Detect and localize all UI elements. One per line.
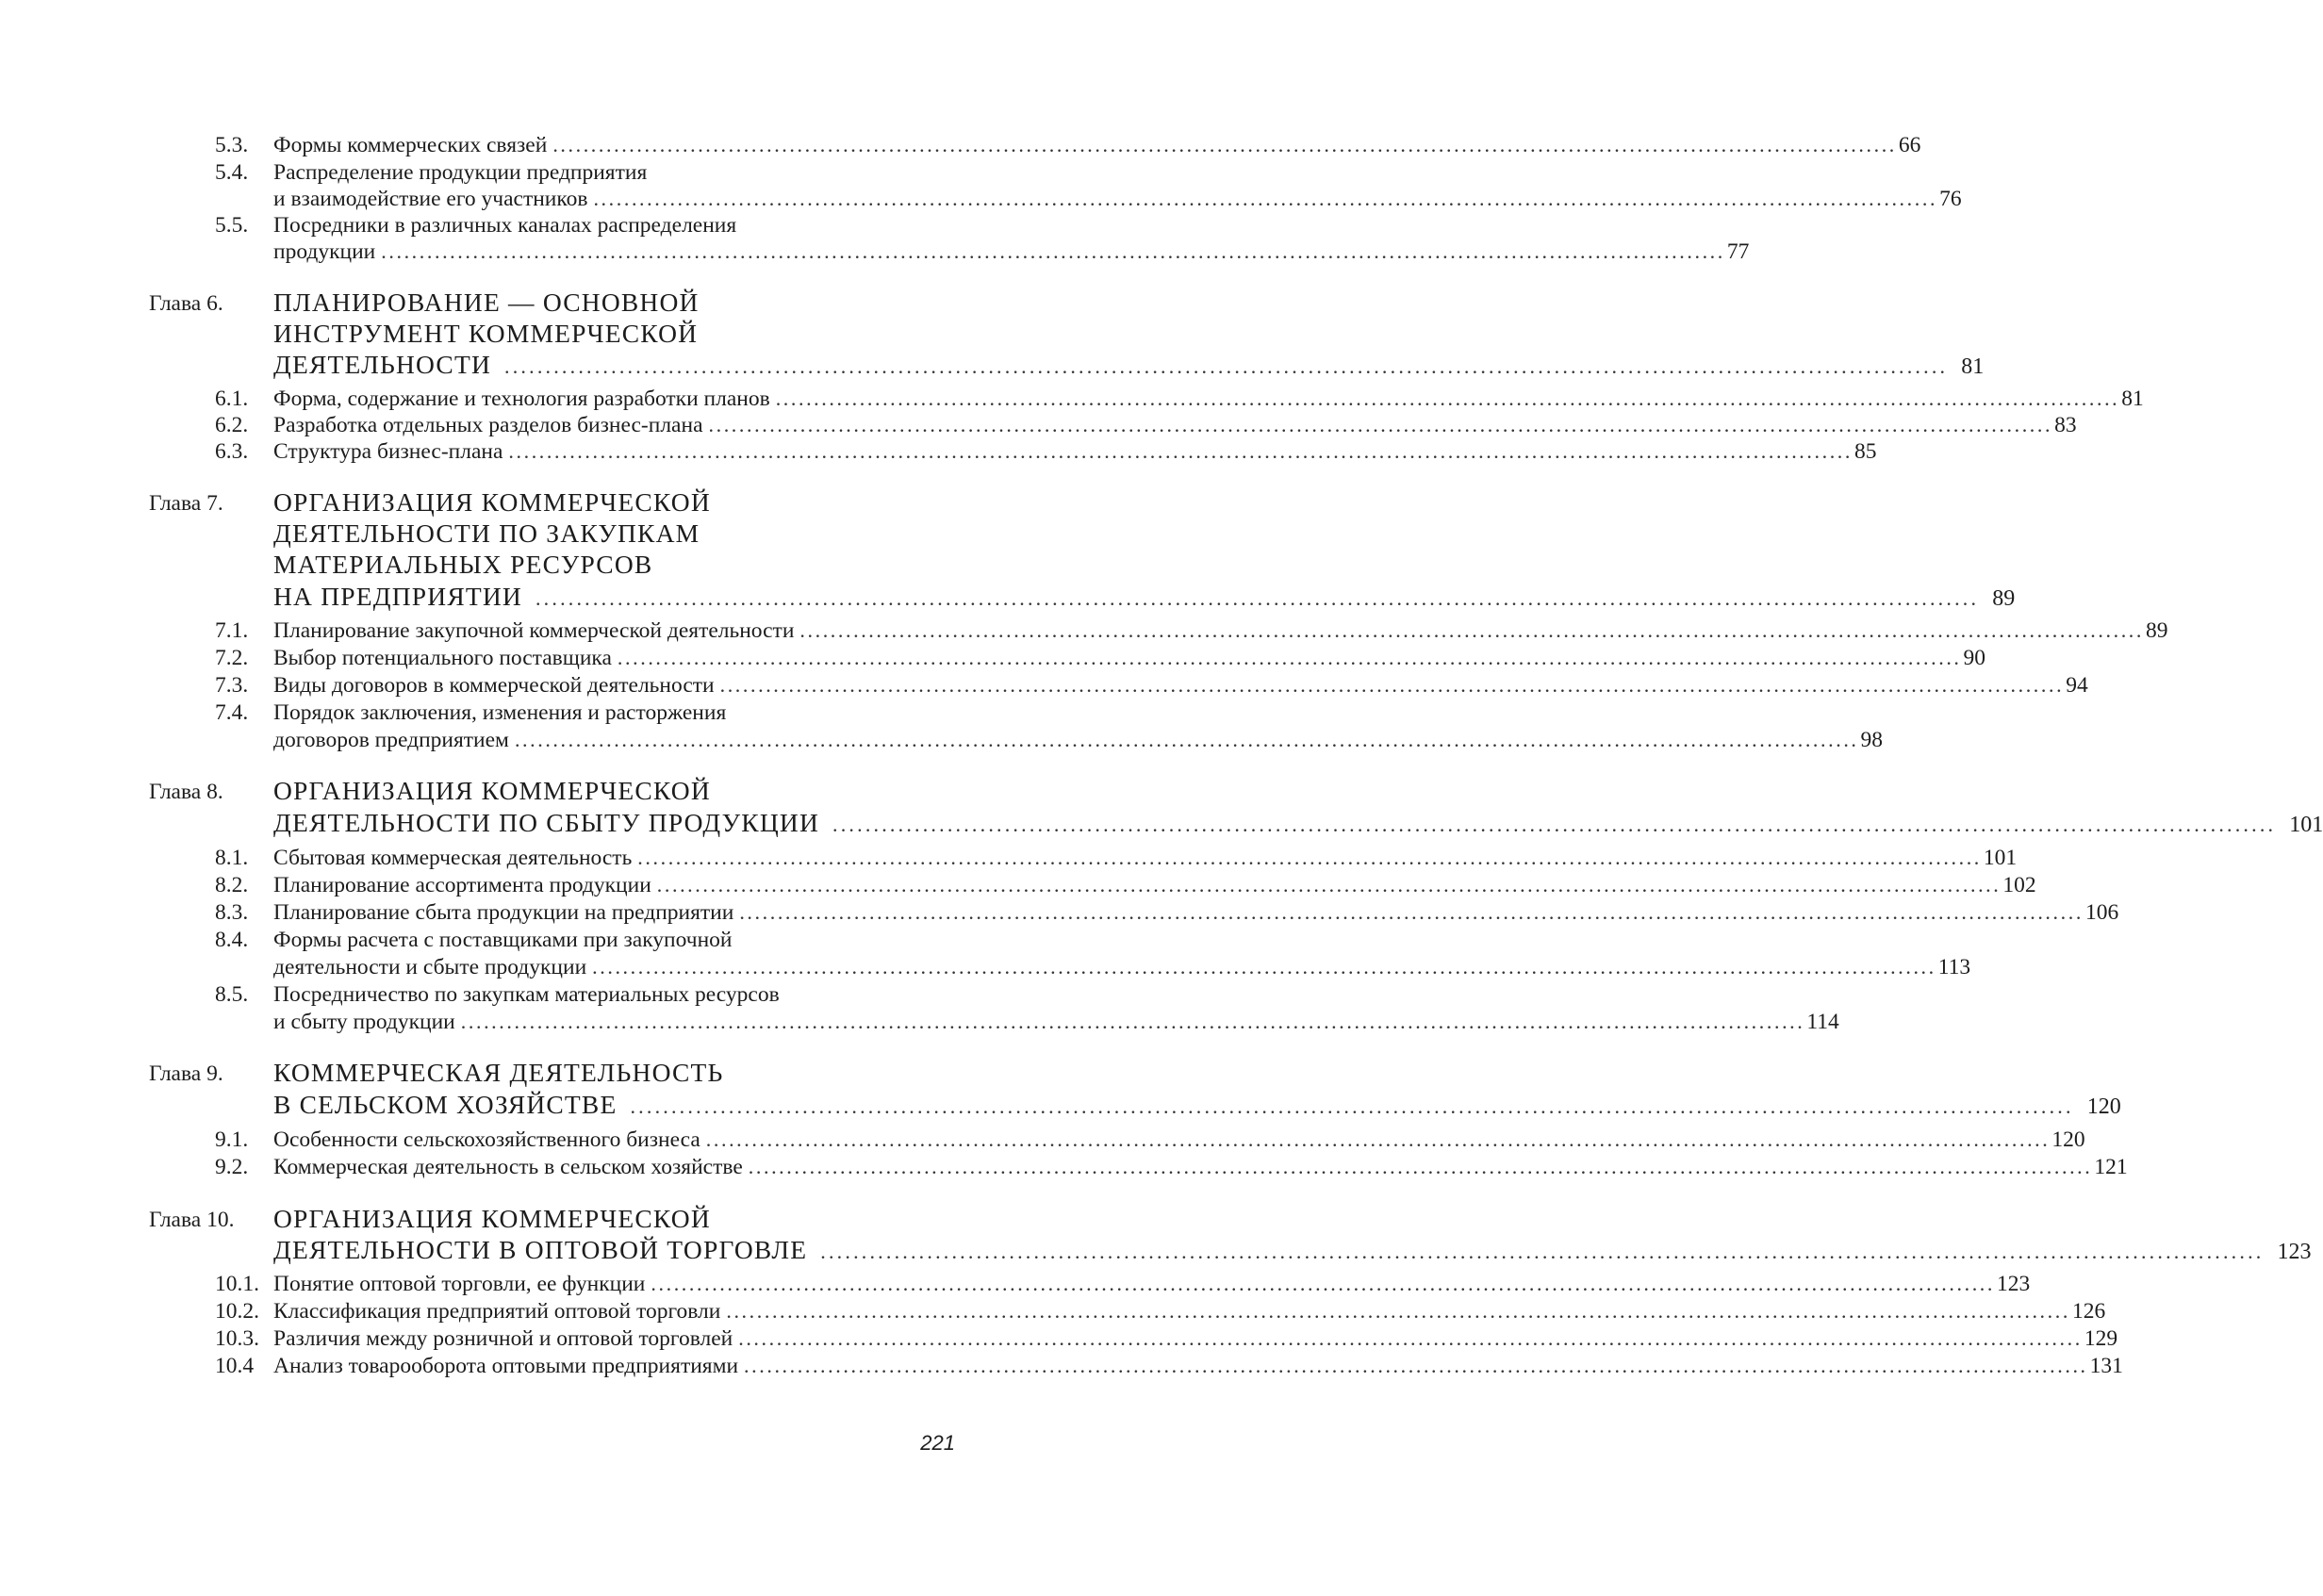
section-title: Структура бизнес-плана <box>273 439 503 464</box>
dot-leader: ................................................................................................................................................................................ <box>630 1094 2074 1118</box>
section-number: 9.2. <box>215 1155 249 1179</box>
toc-entry-8-3[interactable] <box>0 898 2119 927</box>
dot-leader: ................................................................................................................................................................................ <box>504 354 1949 378</box>
section-number: 8.3. <box>215 900 249 925</box>
section-number: 8.1. <box>215 846 249 870</box>
page-ref: 120 <box>2086 1094 2121 1119</box>
toc-entry-6-1[interactable] <box>0 385 2144 413</box>
chapter-title: ОРГАНИЗАЦИЯ КОММЕРЧЕСКОЙ <box>273 776 711 805</box>
chapter-label: Глава 7. <box>149 491 223 516</box>
page-ref: 90 <box>1963 646 1986 670</box>
toc-entry-5-4-cont[interactable] <box>0 185 1962 213</box>
toc-entry-9-1[interactable] <box>0 1126 2085 1154</box>
page-ref: 120 <box>2051 1127 2085 1152</box>
toc-entry-8-5[interactable] <box>0 980 1113 1009</box>
toc-entry-5-3[interactable] <box>0 131 1921 159</box>
page-ref: 66 <box>1898 133 1921 157</box>
page-ref: 76 <box>1939 187 1962 211</box>
page-ref: 106 <box>2084 900 2119 925</box>
section-title: Формы расчета с поставщиками при закупочной <box>273 928 733 952</box>
section-title: Планирование закупочной коммерческой деятельности <box>273 618 795 643</box>
chapter-title: ОРГАНИЗАЦИЯ КОММЕРЧЕСКОЙ <box>273 487 711 517</box>
page-ref: 113 <box>1937 955 1971 979</box>
dot-leader: ................................................................................................................................................................................ <box>775 387 2120 410</box>
section-title: Выбор потенциального поставщика <box>273 646 612 670</box>
toc-entry-7-4-cont[interactable] <box>0 726 1884 754</box>
section-number: 7.1. <box>215 618 249 643</box>
section-title: Посредничество по закупкам материальных ресурсов <box>273 982 780 1007</box>
chapter-title: КОММЕРЧЕСКАЯ ДЕЯТЕЛЬНОСТЬ <box>273 1058 724 1087</box>
dot-leader: ................................................................................................................................................................................ <box>748 1155 2093 1178</box>
page-ref: 89 <box>2146 618 2168 643</box>
chapter-title: ДЕЯТЕЛЬНОСТИ В ОПТОВОЙ ТОРГОВЛЕ <box>273 1235 808 1264</box>
toc-entry-5-4[interactable] <box>0 158 1113 187</box>
page-ref: 81 <box>1961 354 1985 379</box>
dot-leader: ................................................................................................................................................................................ <box>535 586 1980 610</box>
dot-leader: ................................................................................................................................................................................ <box>726 1299 2070 1323</box>
page-ref: 123 <box>2277 1240 2312 1264</box>
dot-leader: ................................................................................................................................................................................ <box>656 873 2002 897</box>
chapter-10-heading-line-2[interactable] <box>0 1234 2312 1266</box>
dot-leader: ................................................................................................................................................................................ <box>744 1354 2088 1377</box>
page-ref: 101 <box>1983 846 2018 870</box>
dot-leader: ................................................................................................................................................................................ <box>592 955 1936 979</box>
section-number: 9.1. <box>215 1127 249 1152</box>
dot-leader: ................................................................................................................................................................................ <box>617 646 1962 669</box>
section-title: Виды договоров в коммерческой деятельности <box>273 673 715 698</box>
chapter-label: Глава 8. <box>149 780 223 804</box>
section-number: 6.3. <box>215 439 249 464</box>
chapter-label: Глава 6. <box>149 291 223 316</box>
section-title: Планирование ассортимента продукции <box>273 873 651 897</box>
toc-entry-8-1[interactable] <box>0 844 2018 872</box>
section-title: Анализ товарооборота оптовыми предприятиями <box>273 1354 739 1378</box>
section-number: 8.5. <box>215 982 249 1007</box>
dot-leader: ................................................................................................................................................................................ <box>820 1240 2265 1263</box>
page-ref: 123 <box>1997 1272 2031 1296</box>
page-ref: 77 <box>1726 239 1750 264</box>
section-number: 5.4. <box>215 160 249 185</box>
chapter-title: ДЕЯТЕЛЬНОСТИ ПО ЗАКУПКАМ <box>273 518 700 548</box>
section-number: 5.5. <box>215 213 249 238</box>
section-number: 8.4. <box>215 928 249 952</box>
dot-leader: ................................................................................................................................................................................ <box>738 1326 2083 1350</box>
chapter-9-heading-line-2[interactable] <box>0 1089 2121 1121</box>
section-title: Сбытовая коммерческая деятельность <box>273 846 633 870</box>
toc-entry-7-1[interactable] <box>0 617 2168 645</box>
chapter-title: НА ПРЕДПРИЯТИИ <box>273 582 522 611</box>
dot-leader: ................................................................................................................................................................................ <box>799 618 2145 642</box>
dot-leader: ................................................................................................................................................................................ <box>593 187 1938 210</box>
section-title: Разработка отдельных разделов бизнес-плана <box>273 413 703 437</box>
chapter-6-heading-line-2[interactable] <box>0 318 1113 350</box>
section-title: Коммерческая деятельность в сельском хозяйстве <box>273 1155 743 1179</box>
section-number: 10.2. <box>215 1299 259 1324</box>
chapter-title: В СЕЛЬСКОМ ХОЗЯЙСТВЕ <box>273 1090 618 1119</box>
toc-entry-8-2[interactable] <box>0 871 2036 899</box>
chapter-7-heading-line-4[interactable] <box>0 581 2016 613</box>
dot-leader: ................................................................................................................................................................................ <box>651 1272 1995 1295</box>
section-title: Особенности сельскохозяйственного бизнеса <box>273 1127 700 1152</box>
toc-entry-8-5-cont[interactable] <box>0 1008 1839 1036</box>
toc-entry-10-4[interactable] <box>0 1352 2123 1380</box>
page-ref: 94 <box>2066 673 2088 698</box>
page-ref: 114 <box>1806 1010 1839 1034</box>
chapter-10-heading[interactable] <box>0 1203 1113 1235</box>
page-ref: 121 <box>2094 1155 2128 1179</box>
section-number: 7.2. <box>215 646 249 670</box>
section-number: 7.3. <box>215 673 249 698</box>
chapter-title: ИНСТРУМЕНТ КОММЕРЧЕСКОЙ <box>273 319 699 348</box>
section-title: Порядок заключения, изменения и расторжения <box>273 700 727 725</box>
page-ref: 83 <box>2054 413 2077 437</box>
toc-entry-5-5-cont[interactable] <box>0 238 1750 266</box>
dot-leader: ................................................................................................................................................................................ <box>719 673 2065 697</box>
toc-entry-9-2[interactable] <box>0 1153 2128 1181</box>
toc-entry-6-3[interactable] <box>0 437 1877 466</box>
section-number: 10.3. <box>215 1326 259 1351</box>
section-title: Классификация предприятий оптовой торговли <box>273 1299 721 1324</box>
chapter-9-heading[interactable] <box>0 1057 1113 1089</box>
section-title: Посредники в различных каналах распределения <box>273 213 737 238</box>
page-ref: 98 <box>1860 728 1884 752</box>
page-ref: 126 <box>2071 1299 2106 1324</box>
section-title: Планирование сбыта продукции на предприятии <box>273 900 734 925</box>
dot-leader: ................................................................................................................................................................................ <box>739 900 2084 924</box>
section-number: 5.3. <box>215 133 249 157</box>
page-number: 221 <box>920 1431 955 1455</box>
toc-entry-7-2[interactable] <box>0 644 1986 672</box>
section-title-cont: и взаимодействие его участников <box>273 187 588 211</box>
chapter-title: МАТЕРИАЛЬНЫХ РЕСУРСОВ <box>273 550 653 579</box>
toc-entry-7-3[interactable] <box>0 671 2088 699</box>
page-ref: 89 <box>1992 586 2016 611</box>
section-title-cont: продукции <box>273 239 376 264</box>
page-ref: 85 <box>1854 439 1877 464</box>
chapter-label: Глава 9. <box>149 1061 223 1086</box>
section-number: 6.1. <box>215 387 249 411</box>
section-title-cont: деятельности и сбыте продукции <box>273 955 587 979</box>
dot-leader: ................................................................................................................................................................................ <box>552 133 1897 156</box>
chapter-8-heading[interactable] <box>0 775 1113 807</box>
chapter-title: ОРГАНИЗАЦИЯ КОММЕРЧЕСКОЙ <box>273 1204 711 1233</box>
section-title: Различия между розничной и оптовой торговлей <box>273 1326 733 1351</box>
dot-leader: ................................................................................................................................................................................ <box>705 1127 2051 1151</box>
page-ref: 131 <box>2089 1354 2123 1378</box>
dot-leader: ................................................................................................................................................................................ <box>514 728 1859 751</box>
section-number: 10.4 <box>215 1354 255 1378</box>
section-title: Распределение продукции предприятия <box>273 160 648 185</box>
page-ref: 102 <box>2002 873 2036 897</box>
page-ref: 101 <box>2289 813 2323 837</box>
toc-entry-10-1[interactable] <box>0 1270 2031 1298</box>
chapter-7-heading[interactable] <box>0 486 1113 518</box>
section-title-cont: договоров предприятием <box>273 728 509 752</box>
dot-leader: ................................................................................................................................................................................ <box>381 239 1725 263</box>
toc-entry-7-4[interactable] <box>0 699 1113 727</box>
dot-leader: ................................................................................................................................................................................ <box>460 1010 1805 1033</box>
chapter-title: ДЕЯТЕЛЬНОСТИ ПО СБЫТУ ПРОДУКЦИИ <box>273 808 820 837</box>
section-title: Форма, содержание и технология разработки планов <box>273 387 770 411</box>
toc-entry-10-2[interactable] <box>0 1297 2106 1325</box>
chapter-7-heading-line-2[interactable] <box>0 518 1113 550</box>
chapter-title: ПЛАНИРОВАНИЕ — ОСНОВНОЙ <box>273 288 700 317</box>
section-title: Формы коммерческих связей <box>273 133 548 157</box>
section-number: 10.1. <box>215 1272 259 1296</box>
section-number: 7.4. <box>215 700 249 725</box>
section-title-cont: и сбыту продукции <box>273 1010 455 1034</box>
toc-entry-10-3[interactable] <box>0 1325 2118 1353</box>
section-number: 6.2. <box>215 413 249 437</box>
chapter-label: Глава 10. <box>149 1208 235 1232</box>
toc-entry-8-4[interactable] <box>0 926 1113 954</box>
chapter-6-heading-line-3[interactable] <box>0 349 1985 381</box>
page-ref: 129 <box>2084 1326 2118 1351</box>
dot-leader: ................................................................................................................................................................................ <box>708 413 2053 436</box>
dot-leader: ................................................................................................................................................................................ <box>637 846 1982 869</box>
chapter-title: ДЕЯТЕЛЬНОСТИ <box>273 350 492 379</box>
dot-leader: ................................................................................................................................................................................ <box>832 813 2277 836</box>
section-number: 8.2. <box>215 873 249 897</box>
section-title: Понятие оптовой торговли, ее функции <box>273 1272 646 1296</box>
dot-leader: ................................................................................................................................................................................ <box>508 439 1853 463</box>
toc-entry-6-2[interactable] <box>0 411 2077 439</box>
chapter-8-heading-line-2[interactable] <box>0 807 2323 839</box>
toc-entry-8-4-cont[interactable] <box>0 953 1971 981</box>
chapter-7-heading-line-3[interactable] <box>0 549 1113 581</box>
page-ref: 81 <box>2121 387 2144 411</box>
toc-entry-5-5[interactable] <box>0 211 1113 239</box>
chapter-6-heading[interactable] <box>0 287 1113 319</box>
